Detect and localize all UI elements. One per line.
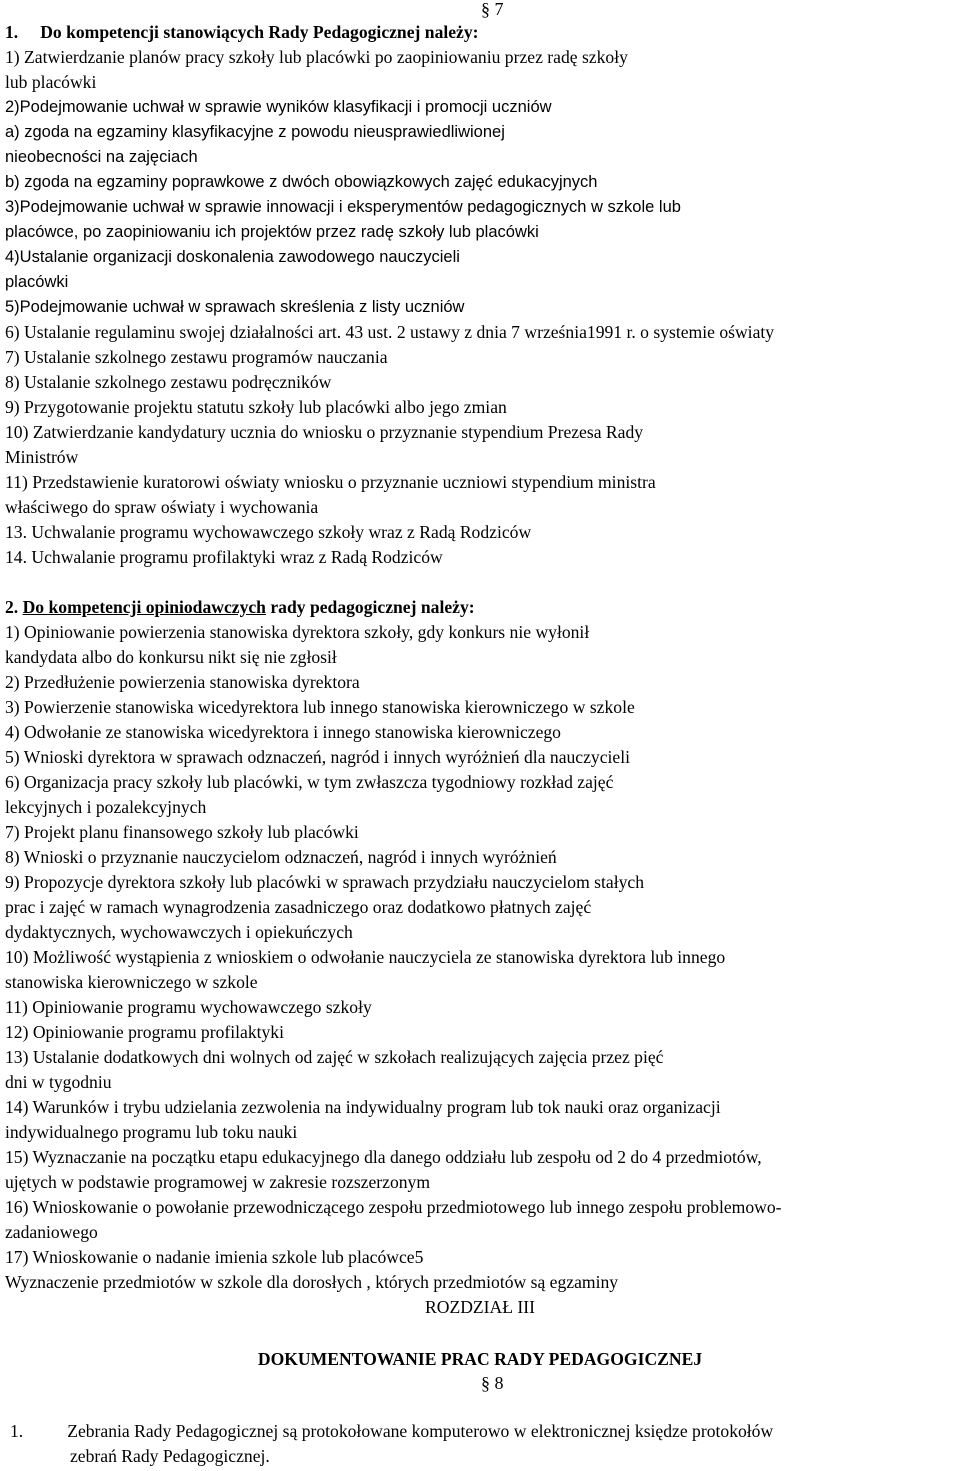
s2-line-22: 15) Wyznaczanie na początku etapu edukacyjnego dla danego oddziału lub zespołu od 2 do 4 przedmiotów, bbox=[5, 1147, 762, 1167]
item-1-heading-text: Do kompetencji stanowiących Rady Pedagogicznej należy: bbox=[40, 22, 479, 42]
s2-line-24: 16) Wnioskowanie o powołanie przewodniczącego zespołu przedmiotowego lub innego zespołu problemowo- bbox=[5, 1197, 782, 1217]
s2-line-4: 3) Powierzenie stanowiska wicedyrektora lub innego stanowiska kierowniczego w szkole bbox=[5, 697, 635, 717]
s2-line-1: 1) Opiniowanie powierzenia stanowiska dyrektora szkoły, gdy konkurs nie wyłonił bbox=[5, 622, 590, 642]
item-1-number: 1. bbox=[5, 22, 19, 42]
p7-line-16: 10) Zatwierdzanie kandydatury ucznia do wniosku o przyznanie stypendium Prezesa Rady bbox=[5, 422, 644, 442]
p8-line-1: Zebrania Rady Pedagogicznej są protokołowane komputerowo w elektronicznej księdze protokołów bbox=[67, 1421, 774, 1441]
s2-line-7: 6) Organizacja pracy szkoły lub placówki, w tym zwłaszcza tygodniowy rozkład zajęć bbox=[5, 772, 614, 792]
p7-line-15: 9) Przygotowanie projektu statutu szkoły lub placówki albo jego zmian bbox=[5, 397, 507, 417]
p7-line-7: 3)Podejmowanie uchwał w sprawie innowacji i eksperymentów pedagogicznych w szkole lub bbox=[5, 198, 681, 216]
p7-line-10: placówki bbox=[5, 273, 69, 291]
item-1-heading bbox=[5, 22, 479, 42]
s2-line-25: zadaniowego bbox=[5, 1222, 98, 1242]
chapter-title: DOKUMENTOWANIE PRAC RADY PEDAGOGICZNEJ bbox=[257, 1349, 703, 1369]
s2-line-27: Wyznaczenie przedmiotów w szkole dla dorosłych , których przedmiotów są egzaminy bbox=[5, 1272, 619, 1292]
p7-line-5: nieobecności na zajęciach bbox=[5, 148, 198, 166]
p7-line-13: 7) Ustalanie szkolnego zestawu programów nauczania bbox=[5, 347, 388, 367]
s2-line-10: 8) Wnioski o przyznanie nauczycielom odznaczeń, nagród i innych wyróżnień bbox=[5, 847, 557, 867]
s2-line-17: 12) Opiniowanie programu profilaktyki bbox=[5, 1022, 284, 1042]
section-7-heading bbox=[481, 0, 504, 18]
p7-line-18: 11) Przedstawienie kuratorowi oświaty wniosku o przyznanie uczniowi stypendium ministra bbox=[5, 472, 656, 492]
s2-line-6: 5) Wnioski dyrektora w sprawach odznaczeń, nagród i innych wyróżnień dla nauczycieli bbox=[5, 747, 630, 767]
s2-line-20: 14) Warunków i trybu udzielania zezwolenia na indywidualny program lub tok nauki oraz organizacji bbox=[5, 1097, 721, 1117]
chapter-number: ROZDZIAŁ III bbox=[425, 1297, 535, 1317]
s2-line-15: stanowiska kierowniczego w szkole bbox=[5, 972, 258, 992]
s2-line-14: 10) Możliwość wystąpienia z wnioskiem o odwołanie nauczyciela ze stanowiska dyrektora lub innego bbox=[5, 947, 726, 967]
p7-line-14: 8) Ustalanie szkolnego zestawu podręczników bbox=[5, 372, 332, 392]
section-8-heading bbox=[481, 1374, 504, 1392]
p7-line-11: 5)Podejmowanie uchwał w sprawach skreślenia z listy uczniów bbox=[5, 298, 465, 316]
s2-line-13: dydaktycznych, wychowawczych i opiekuńczych bbox=[5, 922, 353, 942]
s2-line-2: kandydata albo do konkursu nikt się nie zgłosił bbox=[5, 647, 337, 667]
s2-line-5: 4) Odwołanie ze stanowiska wicedyrektora i innego stanowiska kierowniczego bbox=[5, 722, 561, 742]
s2-line-26: 17) Wnioskowanie o nadanie imienia szkole lub placówce5 bbox=[5, 1247, 424, 1267]
p8-item-number: 1. bbox=[10, 1421, 24, 1441]
s2-line-12: prac i zajęć w ramach wynagrodzenia zasadniczego oraz dodatkowo płatnych zajęć bbox=[5, 897, 592, 917]
p7-line-19: właściwego do spraw oświaty i wychowania bbox=[5, 497, 319, 517]
section-sign: § bbox=[481, 0, 490, 19]
s2-line-23: ujętych w podstawie programowej w zakresie rozszerzonym bbox=[5, 1172, 431, 1192]
p7-line-20: 13. Uchwalanie programu wychowawczego szkoły wraz z Radą Rodziców bbox=[5, 522, 532, 542]
p8-item-1 bbox=[10, 1421, 773, 1441]
section-sign: § bbox=[481, 1373, 490, 1393]
s2-line-9: 7) Projekt planu finansowego szkoły lub placówki bbox=[5, 822, 359, 842]
s2-line-8: lekcyjnych i pozalekcyjnych bbox=[5, 797, 207, 817]
s2-line-11: 9) Propozycje dyrektora szkoły lub placówki w sprawach przydziału nauczycielom stałych bbox=[5, 872, 645, 892]
section-8-number: 8 bbox=[494, 1373, 504, 1393]
p7-line-1: 1) Zatwierdzanie planów pracy szkoły lub placówki po zaopiniowaniu przez radę szkoły bbox=[5, 47, 628, 67]
p7-line-12: 6) Ustalanie regulaminu swojej działalności art. 43 ust. 2 ustawy z dnia 7 września1991 r. o systemie oświaty bbox=[5, 322, 775, 342]
p7-line-17: Ministrów bbox=[5, 447, 79, 467]
s2-line-3: 2) Przedłużenie powierzenia stanowiska dyrektora bbox=[5, 672, 360, 692]
p7-line-3: 2)Podejmowanie uchwał w sprawie wyników klasyfikacji i promocji uczniów bbox=[5, 98, 552, 116]
p7-line-8: placówce, po zaopiniowaniu ich projektów przez radę szkoły lub placówki bbox=[5, 223, 539, 241]
section-7-number: 7 bbox=[494, 0, 504, 19]
section-2-heading: 2. Do kompetencji opiniodawczych rady pedagogicznej należy: bbox=[5, 597, 475, 617]
s2-line-18: 13) Ustalanie dodatkowych dni wolnych od zajęć w szkołach realizujących zajęcia przez pięć bbox=[5, 1047, 664, 1067]
s2-line-16: 11) Opiniowanie programu wychowawczego szkoły bbox=[5, 997, 372, 1017]
p7-line-6: b) zgoda na egzaminy poprawkowe z dwóch obowiązkowych zajęć edukacyjnych bbox=[5, 173, 598, 191]
p8-line-2: zebrań Rady Pedagogicznej. bbox=[70, 1446, 270, 1466]
p7-line-21: 14. Uchwalanie programu profilaktyki wraz z Radą Rodziców bbox=[5, 547, 443, 567]
p7-line-9: 4)Ustalanie organizacji doskonalenia zawodowego nauczycieli bbox=[5, 248, 460, 266]
p7-line-4: a) zgoda na egzaminy klasyfikacyjne z powodu nieusprawiedliwionej bbox=[5, 123, 505, 141]
s2-line-19: dni w tygodniu bbox=[5, 1072, 112, 1092]
p7-line-2: lub placówki bbox=[5, 72, 97, 92]
s2-line-21: indywidualnego programu lub toku nauki bbox=[5, 1122, 298, 1142]
